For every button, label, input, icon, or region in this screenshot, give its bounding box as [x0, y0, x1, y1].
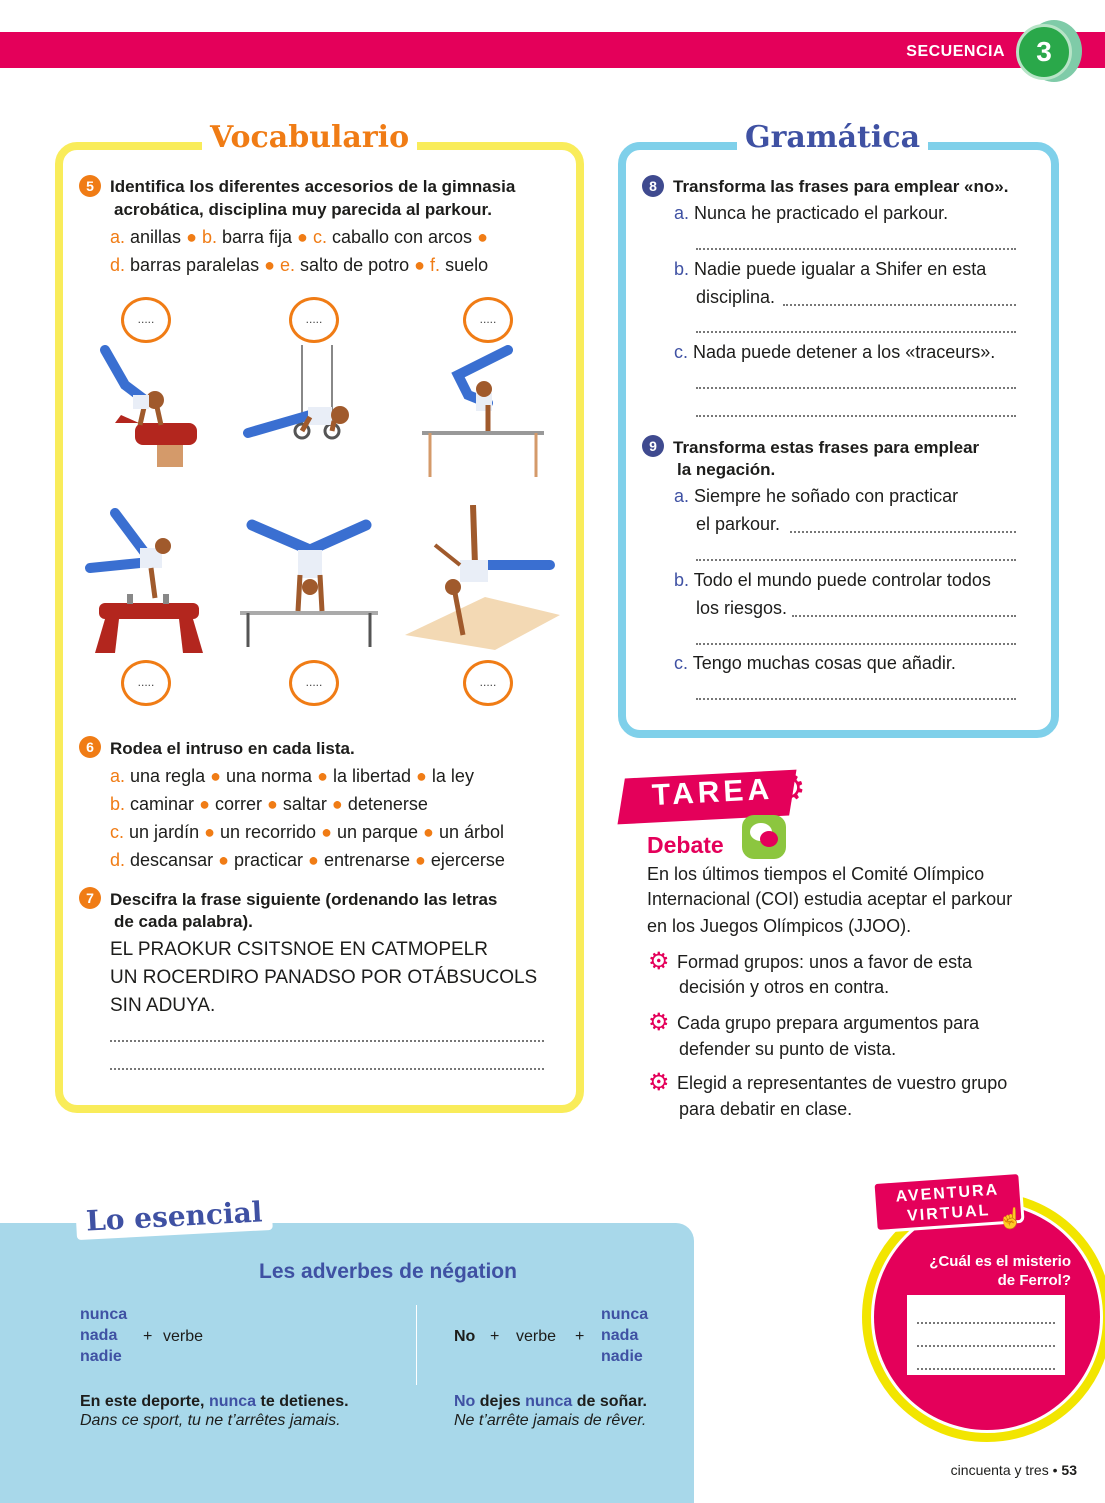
gymnast-vault-illustration — [95, 345, 215, 470]
item-text: Nada puede detener a los «traceurs». — [693, 342, 996, 362]
answer-line[interactable] — [696, 698, 1016, 700]
exercise-5-options-line-1: a. anillas ● b. barra fija ● c. caballo con arcos ● — [110, 227, 488, 247]
list-item[interactable]: caminar — [130, 794, 195, 814]
tarea-step-1-line-2: decisión y otros en contra. — [679, 977, 890, 997]
option-letter: e. — [280, 255, 296, 275]
item-text: Tengo muchas cosas que añadir. — [692, 653, 956, 673]
option-letter: a. — [110, 227, 126, 247]
list-item[interactable]: una norma — [226, 766, 313, 786]
gear-bullet-icon: ⚙ — [648, 1069, 670, 1096]
list-item[interactable]: un parque — [336, 822, 419, 842]
answer-line[interactable] — [696, 559, 1016, 561]
answer-line[interactable] — [696, 415, 1016, 417]
list-item[interactable]: entrenarse — [323, 850, 410, 870]
example-text: te detienes. — [260, 1393, 349, 1410]
exercise-8-c — [674, 340, 995, 364]
example-right-translation: Ne t’arrête jamais de rêver. — [454, 1412, 647, 1429]
option-letter: c. — [312, 227, 327, 247]
adverb-list-left — [80, 1304, 127, 1367]
exercise-6-list-d: d. descansar ● practicar ● entrenarse ● ejercerse — [110, 850, 505, 870]
option-text: barra fija — [222, 227, 293, 247]
chat-bubbles-icon — [742, 815, 786, 859]
list-item[interactable]: un recorrido — [220, 822, 317, 842]
debate-subtitle: Debate — [647, 832, 724, 858]
scrambled-line: UN ROCERDIRO PANADSO POR OTÁBSUCOLS — [110, 967, 538, 988]
answer-line[interactable] — [110, 1068, 544, 1070]
scrambled-line: SIN ADUYA. — [110, 995, 216, 1016]
page-number-words: cincuenta y tres — [950, 1462, 1049, 1478]
page-number: 53 — [1061, 1462, 1077, 1478]
scrambled-sentence — [110, 936, 537, 1020]
gymnast-rings-illustration — [240, 345, 370, 465]
example-text: dejes — [479, 1393, 521, 1410]
adverb-list-right — [601, 1304, 648, 1367]
list-item[interactable]: un árbol — [438, 822, 504, 842]
scrambled-line: EL PRAOKUR CSITSNOE EN CATMOPELR — [110, 939, 488, 960]
list-letter: a. — [110, 766, 126, 786]
exercise-9-b — [674, 568, 991, 592]
list-item[interactable]: la libertad — [332, 766, 412, 786]
plus-sign: + — [143, 1328, 153, 1345]
exercise-9-number: 9 — [642, 435, 664, 457]
verbe-label: verbe — [516, 1328, 557, 1345]
option-letter: d. — [110, 255, 126, 275]
example-text: de soñar. — [576, 1393, 647, 1410]
adverb: nada — [80, 1327, 118, 1344]
example-left-translation: Dans ce sport, tu ne t’arrêtes jamais. — [80, 1412, 341, 1429]
item-letter: a. — [674, 203, 690, 223]
adverb: nadie — [601, 1348, 643, 1365]
gear-bullet-icon: ⚙ — [648, 1009, 670, 1036]
exercise-7-instruction-1: Descifra la frase siguiente (ordenando las letras — [110, 890, 498, 909]
item-text: Nadie puede igualar a Shifer en esta — [694, 259, 987, 279]
gymnast-pommel-horse-illustration — [85, 508, 215, 653]
item-text: Nunca he practicado el parkour. — [694, 203, 949, 223]
footer-bullet: • — [1052, 1462, 1058, 1478]
option-text: barras paralelas — [130, 255, 260, 275]
gear-icon: ⚙ — [770, 767, 808, 811]
tarea-intro-3: en los Juegos Olímpicos (JJOO). — [647, 916, 912, 936]
gymnast-parallel-bars-illustration — [240, 515, 380, 650]
option-letter: f. — [430, 255, 441, 275]
item-letter: b. — [674, 259, 690, 279]
answer-line[interactable] — [917, 1368, 1055, 1370]
list-letter: b. — [110, 794, 126, 814]
answer-line[interactable] — [110, 1040, 544, 1042]
answer-line[interactable] — [696, 643, 1016, 645]
exercise-6-list-c: c. un jardín ● un recorrido ● un parque ● un árbol — [110, 822, 504, 842]
aventura-label-line: VIRTUAL — [906, 1202, 991, 1225]
list-item[interactable]: practicar — [234, 850, 304, 870]
answer-line[interactable] — [917, 1345, 1055, 1347]
answer-circle[interactable]: ..... — [463, 660, 513, 706]
exercise-5-instruction-1: Identifica los diferentes accesorios de la gimnasia — [110, 177, 516, 196]
gymnast-high-bar-illustration — [418, 345, 548, 480]
sequence-number-badge: 3 — [1016, 24, 1072, 80]
example-left — [80, 1391, 349, 1412]
exercise-6-instruction: Rodea el intruso en cada lista. — [110, 739, 355, 758]
exercise-9-a-line-2: el parkour. — [696, 514, 781, 534]
answer-circle[interactable]: ..... — [121, 660, 171, 706]
list-item[interactable]: ejercerse — [430, 850, 505, 870]
example-text: En este deporte, — [80, 1393, 205, 1410]
exercise-8-b — [674, 257, 986, 281]
plus-sign: + — [575, 1328, 585, 1345]
tarea-label: TAREA — [651, 772, 774, 813]
item-letter: c. — [674, 342, 689, 362]
aventura-label-line: AVENTURA — [895, 1181, 1000, 1206]
option-text: caballo con arcos — [331, 227, 473, 247]
exercise-9-instruction-2: la negación. — [677, 460, 776, 479]
answer-circle[interactable]: ..... — [289, 297, 339, 343]
example-keyword: nunca — [208, 1393, 257, 1410]
answer-line[interactable] — [696, 248, 1016, 250]
adverb: nada — [601, 1327, 639, 1344]
list-item[interactable]: detenerse — [347, 794, 428, 814]
answer-circle[interactable]: ..... — [289, 660, 339, 706]
item-letter: c. — [674, 653, 689, 673]
answer-line[interactable] — [696, 331, 1016, 333]
gear-bullet-icon: ⚙ — [648, 948, 670, 975]
exercise-6-number: 6 — [79, 736, 101, 758]
answer-line[interactable] — [783, 304, 1016, 306]
page-footer — [951, 1462, 1077, 1478]
adverb: nunca — [80, 1306, 128, 1323]
answer-circle[interactable]: ..... — [463, 297, 513, 343]
tarea-step-3-line-2: para debatir en clase. — [679, 1099, 853, 1119]
exercise-9-b-line-2: los riesgos. — [696, 598, 788, 618]
divider — [416, 1305, 417, 1385]
exercise-7-instruction-2: de cada palabra). — [114, 912, 253, 931]
question-line: de Ferrol? — [997, 1272, 1071, 1289]
example-keyword: No — [454, 1393, 476, 1410]
exercise-9-a — [674, 484, 958, 508]
list-item[interactable]: saltar — [282, 794, 327, 814]
tarea-step-2: Cada grupo prepara argumentos para — [677, 1013, 980, 1033]
tarea-intro-2: Internacional (COI) estudia aceptar el parkour — [647, 889, 1013, 909]
option-letter: b. — [201, 227, 217, 247]
example-keyword: nunca — [525, 1393, 573, 1410]
aventura-question — [896, 1252, 1071, 1290]
exercise-7-number: 7 — [79, 887, 101, 909]
exercise-6-list-b: b. caminar ● correr ● saltar ● detenerse — [110, 794, 428, 814]
tarea-step-2-line-2: defender su punto de vista. — [679, 1039, 897, 1059]
answer-line[interactable] — [917, 1322, 1055, 1324]
vocabulario-title: Vocabulario — [202, 120, 417, 155]
exercise-8-b-line-2: disciplina. — [696, 287, 776, 307]
lo-esencial-title: Lo esencial — [75, 1193, 273, 1240]
item-letter: a. — [674, 486, 690, 506]
list-item[interactable]: la ley — [431, 766, 474, 786]
gymnast-floor-illustration — [405, 505, 560, 650]
list-item[interactable]: correr — [214, 794, 262, 814]
answer-circle[interactable]: ..... — [121, 297, 171, 343]
answer-line[interactable] — [790, 531, 1016, 533]
tarea-step-3: Elegid a representantes de vuestro grupo — [677, 1073, 1008, 1093]
list-item[interactable]: un jardín — [129, 822, 200, 842]
adverb: nunca — [601, 1306, 649, 1323]
example-right — [454, 1391, 647, 1412]
list-item[interactable]: una regla — [130, 766, 206, 786]
item-text: Todo el mundo puede controlar todos — [693, 570, 991, 590]
verbe-label: verbe — [163, 1328, 204, 1345]
option-text: suelo — [445, 255, 489, 275]
exercise-6-list-a: a. una regla ● una norma ● la libertad ● la ley — [110, 766, 474, 786]
list-item[interactable]: descansar — [130, 850, 214, 870]
no-label: No — [454, 1328, 476, 1345]
option-text: anillas — [130, 227, 182, 247]
plus-sign: + — [490, 1328, 500, 1345]
tarea-intro-1: En los últimos tiempos el Comité Olímpico — [647, 864, 985, 884]
exercise-8-instruction: Transforma las frases para emplear «no». — [673, 177, 1009, 196]
list-letter: c. — [110, 822, 125, 842]
pointer-hand-icon: ☝ — [998, 1208, 1023, 1230]
exercise-9-c — [674, 651, 956, 675]
aventura-answer-card — [907, 1295, 1065, 1375]
exercise-8-number: 8 — [642, 175, 664, 197]
exercise-8-a — [674, 201, 948, 225]
tarea-step-1: Formad grupos: unos a favor de esta — [677, 952, 973, 972]
exercise-9-instruction-1: Transforma estas frases para emplear — [673, 438, 980, 457]
exercise-5-number: 5 — [79, 175, 101, 197]
item-text: Siempre he soñado con practicar — [694, 486, 959, 506]
exercise-5-instruction-2: acrobática, disciplina muy parecida al parkour. — [114, 200, 492, 219]
gramatica-title: Gramática — [737, 120, 928, 155]
answer-line[interactable] — [696, 387, 1016, 389]
option-text: salto de potro — [300, 255, 410, 275]
question-line: ¿Cuál es el misterio — [929, 1253, 1071, 1270]
sequence-label: SECUENCIA — [906, 43, 1005, 60]
answer-line[interactable] — [792, 615, 1016, 617]
exercise-5-options-line-2: d. barras paralelas ● e. salto de potro ● f. suelo — [110, 255, 489, 275]
adverb: nadie — [80, 1348, 122, 1365]
item-letter: b. — [674, 570, 690, 590]
list-letter: d. — [110, 850, 126, 870]
esencial-subtitle: Les adverbes de négation — [259, 1260, 517, 1283]
